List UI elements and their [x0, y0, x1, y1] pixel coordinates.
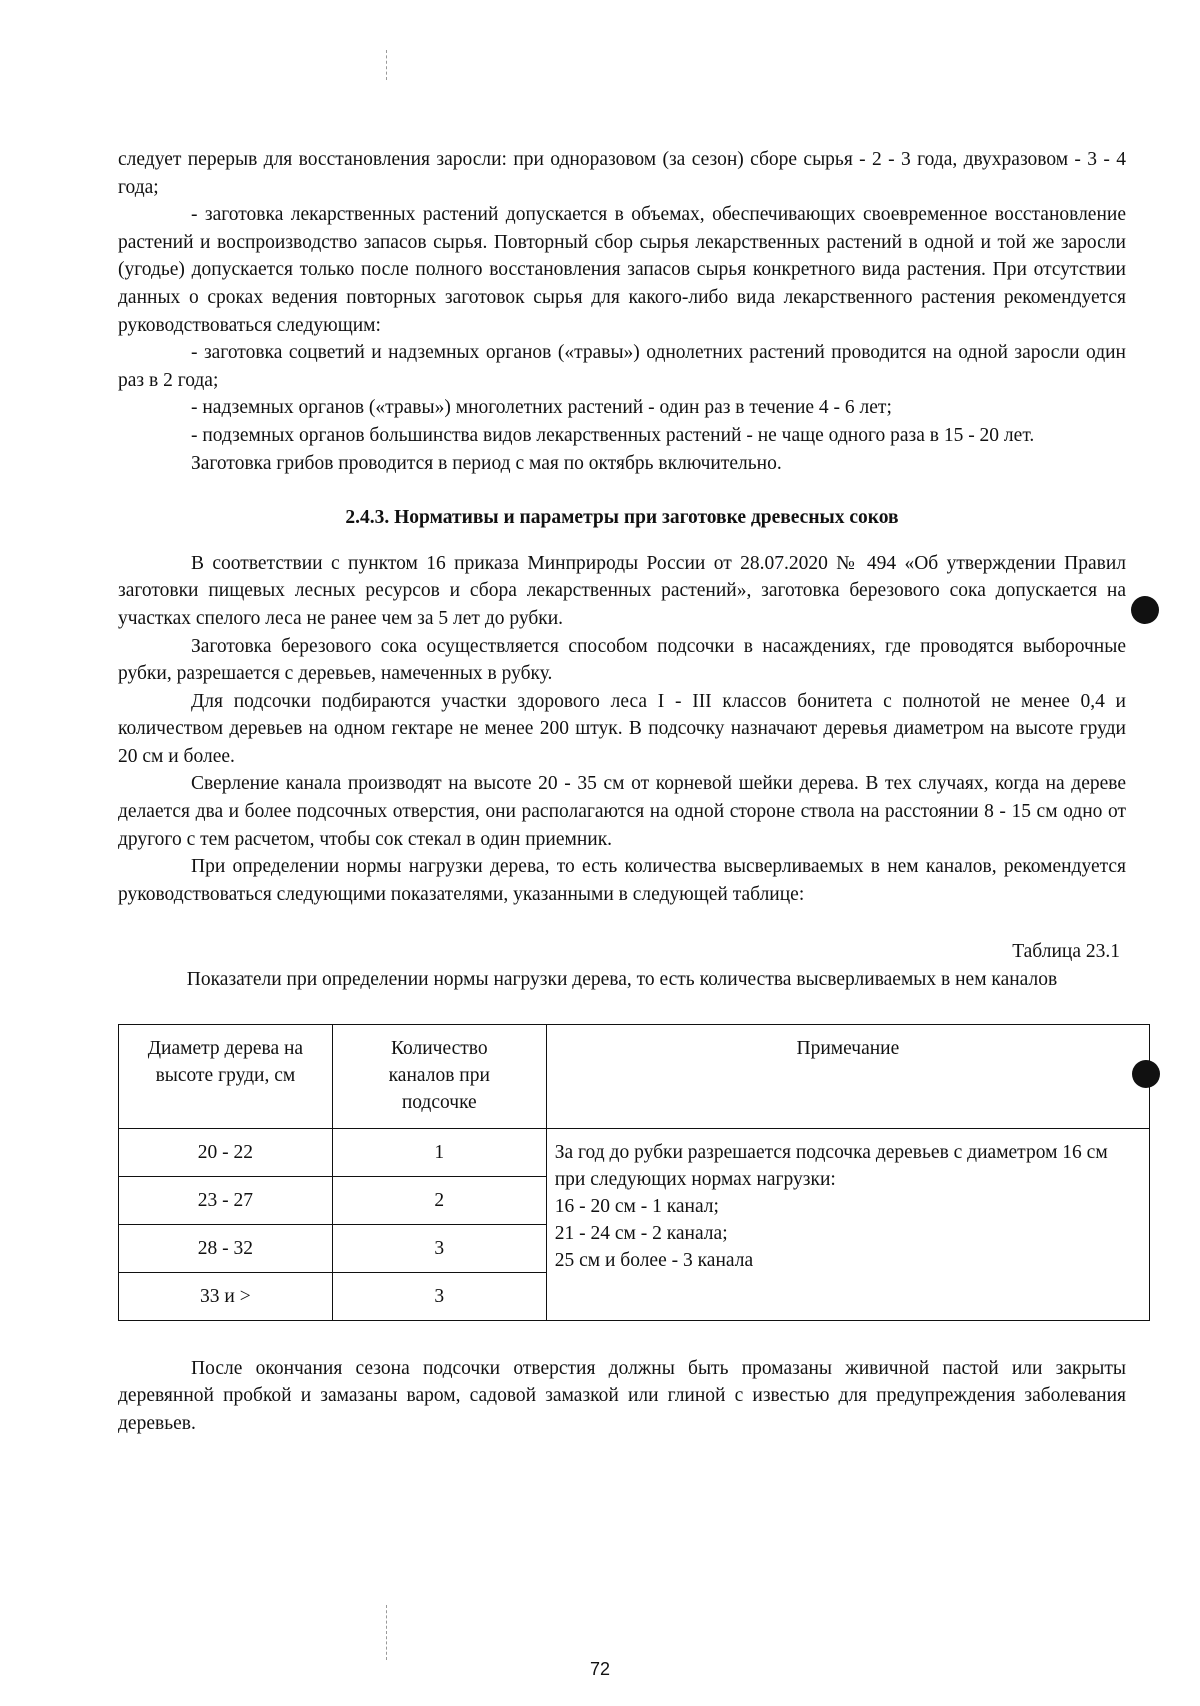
- document-page: [118, 146, 1126, 1437]
- table-caption: Показатели при определении нормы нагрузки дерева, то есть количества высверливаемых в нем каналов: [186, 969, 1058, 991]
- cell-channels: 1: [332, 1128, 546, 1176]
- paragraph: - надземных органов («травы») многолетних растений - один раз в течение 4 - 6 лет;: [191, 397, 892, 419]
- scan-artifact-bottom: [386, 1605, 387, 1660]
- cell-diameter: 33 и >: [119, 1272, 333, 1320]
- cell-diameter: 23 - 27: [119, 1176, 333, 1224]
- scan-dot-mark: [1131, 596, 1159, 624]
- note-line: 25 см и более - 3 канала: [554, 1249, 754, 1271]
- paragraph: После окончания сезона подсочки отверстия должны быть промазаны живичной пастой или закрыты деревянной пробкой и замазаны варом, садовой замазкой или глиной с известью для предупреждения заболевания деревьев.: [118, 1357, 1126, 1434]
- cell-note: [546, 1128, 1149, 1320]
- table-header-row: [119, 1024, 1150, 1128]
- paragraph: - подземных органов большинства видов лекарственных растений - не чаще одного раза в 15 - 20 лет.: [191, 424, 1035, 446]
- cell-channels: 2: [332, 1176, 546, 1224]
- paragraph: следует перерыв для восстановления заросли: при одноразовом (за сезон) сборе сырья - 2 - 3 года, двухразовом - 3 - 4 года;: [118, 149, 1126, 198]
- header-channels: Количество каналов при подсочке: [332, 1024, 546, 1128]
- page-number: 72: [589, 1659, 611, 1679]
- table-row: [119, 1128, 1150, 1176]
- table-label: Таблица 23.1: [1012, 941, 1120, 963]
- section-heading: 2.4.3. Нормативы и параметры при заготовке древесных соков: [345, 507, 899, 529]
- paragraph: Сверление канала производят на высоте 20 - 35 см от корневой шейки дерева. В тех случаях, когда на дереве делается два и более подсочных отверстия, они располагаются на одной стороне ствола на расстоянии 8 - 15 см одно от другого с тем расчетом, чтобы сок стекал в один приемник.: [118, 773, 1126, 850]
- paragraph: Заготовка грибов проводится в период с мая по октябрь включительно.: [191, 452, 782, 474]
- paragraph: При определении нормы нагрузки дерева, то есть количества высверливаемых в нем каналов, рекомендуется руководствоваться следующими показателями, указанными в следующей таблице:: [118, 856, 1126, 905]
- note-line: 21 - 24 см - 2 канала;: [554, 1222, 728, 1244]
- cell-channels: 3: [332, 1224, 546, 1272]
- paragraph: В соответствии с пунктом 16 приказа Минприроды России от 28.07.2020 № 494 «Об утверждении Правил заготовки пищевых лесных ресурсов и сбора лекарственных растений», заготовка березового сока допускается на участках спелого леса не ранее чем за 5 лет до рубки.: [118, 552, 1126, 629]
- paragraph: - заготовка лекарственных растений допускается в объемах, обеспечивающих своевременное восстановление растений и воспроизводство запасов сырья. Повторный сбор сырья лекарственных растений в одной и той же заросли (угодье) допускается только после полного восстановления запасов сырья конкретного вида растения. При отсутствии данных о сроках ведения повторных заготовок сырья для какого-либо вида лекарственного растения рекомендуется руководствоваться следующим:: [118, 204, 1126, 336]
- paragraph: - заготовка соцветий и надземных органов («травы») однолетних растений проводится на одной заросли один раз в 2 года;: [118, 342, 1126, 391]
- note-line: 16 - 20 см - 1 канал;: [554, 1195, 719, 1217]
- paragraph: Для подсочки подбираются участки здорового леса I - III классов бонитета с полнотой не менее 0,4 и количеством деревьев на одном гектаре не менее 200 штук. В подсочку назначают деревья диаметром на высоте груди 20 см и более.: [118, 690, 1126, 767]
- paragraph: Заготовка березового сока осуществляется способом подсочки в насаждениях, где проводятся выборочные рубки, разрешается с деревьев, намеченных в рубку.: [118, 635, 1126, 685]
- load-norm-table: [118, 1024, 1150, 1321]
- header-diameter: Диаметр дерева на высоте груди, см: [119, 1024, 333, 1128]
- cell-diameter: 20 - 22: [119, 1128, 333, 1176]
- cell-channels: 3: [332, 1272, 546, 1320]
- scan-artifact-top: [386, 50, 387, 80]
- note-line: За год до рубки разрешается подсочка деревьев с диаметром 16 см при следующих нормах нагрузки:: [554, 1141, 1108, 1190]
- header-note: Примечание: [546, 1024, 1149, 1128]
- cell-diameter: 28 - 32: [119, 1224, 333, 1272]
